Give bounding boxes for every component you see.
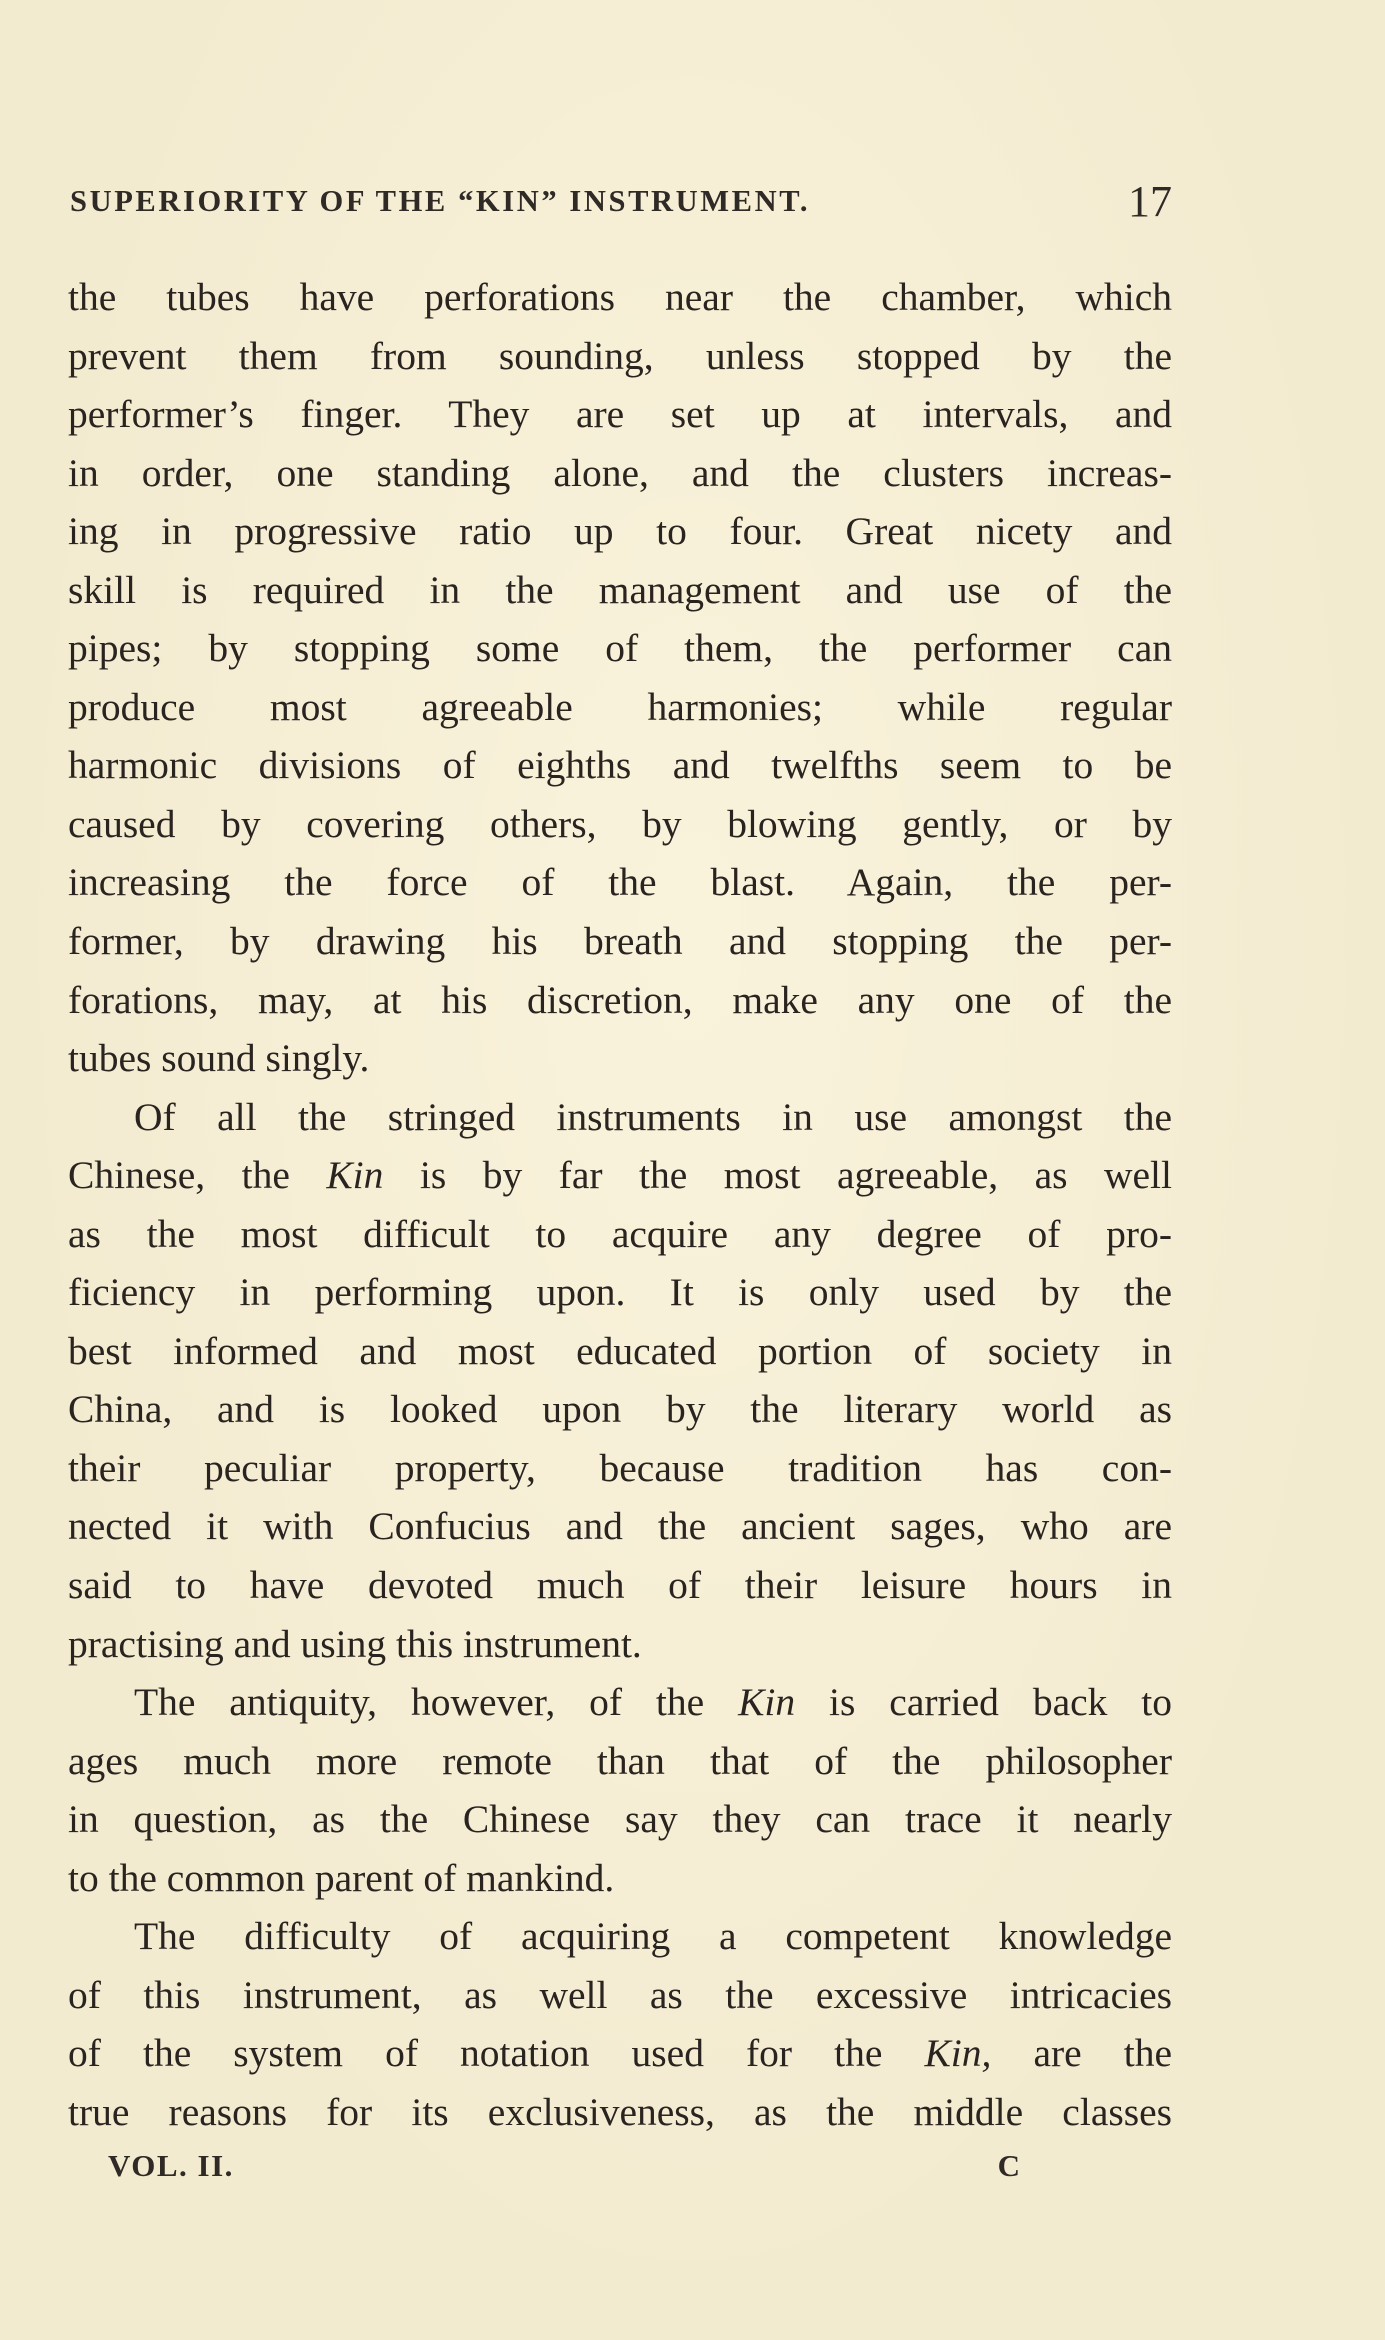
text-line: practising and using this instrument.	[68, 1621, 642, 1666]
page-number: 17	[1128, 177, 1172, 226]
text-line: best informed and most educated portion of society in	[68, 1328, 1172, 1373]
text-line: ages much more remote than that of the philosopher	[68, 1738, 1172, 1783]
text-segment: The antiquity, however, of the	[134, 1680, 739, 1725]
italic-term: Kin,	[924, 2031, 992, 2076]
text-line: prevent them from sounding, unless stopped by the	[68, 333, 1172, 378]
volume-signature: VOL. II.	[108, 2148, 234, 2183]
text-line-with-italic	[68, 1146, 1172, 1205]
text-segment: is by far the most agreeable, as well	[383, 1153, 1172, 1198]
text-line: said to have devoted much of their leisure hours in	[68, 1563, 1172, 1608]
text-line: pipes; by stopping some of them, the performer can	[68, 626, 1172, 671]
text-line: true reasons for its exclusiveness, as the middle classes	[68, 2089, 1172, 2134]
text-line: The difficulty of acquiring a competent knowledge	[134, 1914, 1172, 1959]
text-line: harmonic divisions of eighths and twelfths seem to be	[68, 743, 1172, 788]
running-head	[70, 176, 1172, 236]
text-line: forations, may, at his discretion, make any one of the	[68, 977, 1172, 1022]
text-line: caused by covering others, by blowing gently, or by	[68, 801, 1172, 846]
text-line: ing in progressive ratio up to four. Great nicety and	[68, 509, 1172, 554]
text-line: ficiency in performing upon. It is only used by the	[68, 1270, 1172, 1315]
text-line: in question, as the Chinese say they can trace it nearly	[68, 1797, 1172, 1842]
text-line: Of all the stringed instruments in use amongst the	[134, 1094, 1172, 1139]
text-line-with-italic	[68, 1673, 1172, 1732]
text-line: nected it with Confucius and the ancient sages, who are	[68, 1504, 1172, 1549]
text-segment: Chinese, the	[68, 1153, 327, 1198]
text-line: former, by drawing his breath and stopping the per-	[68, 919, 1172, 964]
text-line: produce most agreeable harmonies; while regular	[68, 684, 1172, 729]
text-line: as the most difficult to acquire any degree of pro-	[68, 1211, 1172, 1256]
italic-term: Kin	[326, 1153, 384, 1198]
text-line: their peculiar property, because tradition has con-	[68, 1445, 1172, 1490]
text-line: tubes sound singly.	[68, 1036, 370, 1081]
text-line: China, and is looked upon by the literary world as	[68, 1387, 1172, 1432]
italic-term: Kin	[738, 1680, 796, 1725]
body-text	[68, 268, 1172, 2142]
text-line: the tubes have perforations near the chamber, which	[68, 275, 1172, 319]
text-line: increasing the force of the blast. Again, the per-	[68, 860, 1172, 905]
text-line-with-italic	[68, 2024, 1172, 2083]
running-title: SUPERIORITY OF THE “KIN” INSTRUMENT.	[70, 184, 811, 218]
text-line: of this instrument, as well as the excessive intricacies	[68, 1972, 1172, 2017]
text-line: performer’s finger. They are set up at intervals, and	[68, 392, 1172, 437]
text-line: in order, one standing alone, and the clusters increas-	[68, 450, 1172, 495]
sheet-mark: C	[997, 2148, 1020, 2183]
text-line: to the common parent of mankind.	[68, 1855, 615, 1900]
text-line: skill is required in the management and use of the	[68, 567, 1172, 612]
text-segment: is carried back to	[795, 1680, 1172, 1725]
text-segment: are the	[991, 2031, 1172, 2076]
page-footer	[108, 2148, 1020, 2198]
text-segment: of the system of notation used for the	[68, 2031, 925, 2076]
